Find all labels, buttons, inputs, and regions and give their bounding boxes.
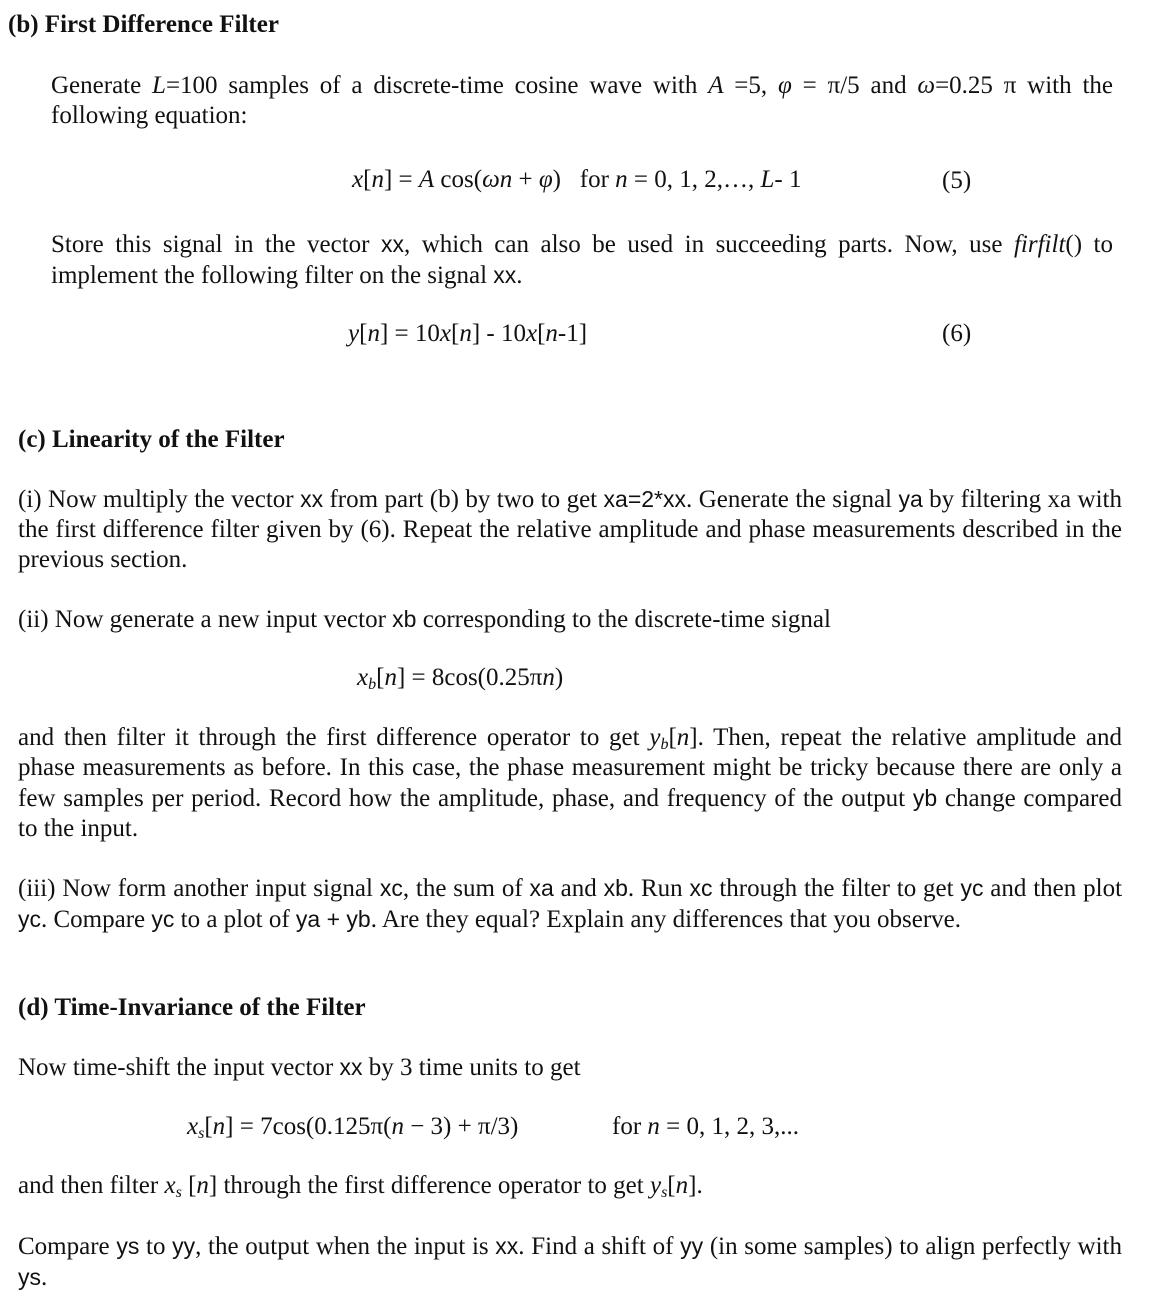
equation-xs: $x_s[n] = 7\cos(0.125\pi(n - 3) + \pi/3)$ bbox=[187, 1113, 519, 1142]
equation-xs-range: for n = 0, 1, 2, 3,... bbox=[612, 1113, 800, 1140]
section-b-intro-paragraph: Generate L=100 samples of a discrete-time cosine wave with A =5, φ = π/5 and ω=0.25 π with the following equation: bbox=[51, 72, 1114, 129]
equation-5-number: (5) bbox=[942, 167, 972, 194]
section-c-heading: (c) Linearity of the Filter bbox=[18, 426, 285, 453]
section-d-filter-sentence: and then filter $x_s$ [n] through the first difference operator to get $y_s[n]$. bbox=[18, 1172, 703, 1201]
equation-6-number: (6) bbox=[942, 320, 972, 347]
equation-5: x[n] = A cos(ωn + φ) for n = 0, 1, 2,…, L- 1 bbox=[352, 166, 802, 193]
section-d-intro: Now time-shift the input vector xx by 3 time units to get bbox=[18, 1054, 581, 1081]
section-b-store-paragraph: Store this signal in the vector xx, which can also be used in succeeding parts. Now, use firfilt() to implement the following filter on the signal xx. bbox=[51, 231, 1113, 289]
section-c-part-iii: (iii) Now form another input signal xc, the sum of xa and xb. Run xc through the filter to get yc and then plot yc. Compare yc to a plot of ya + yb. Are they equal? Explain any differences that you observe. bbox=[18, 875, 1123, 933]
equation-6: y[n] = 10x[n] - 10x[n-1] bbox=[348, 320, 588, 347]
section-b-heading: (b) First Difference Filter bbox=[8, 11, 279, 38]
equation-xb: $x_b[n] = 8\cos(0.25\pi n)$ bbox=[357, 664, 564, 693]
section-d-heading: (d) Time-Invariance of the Filter bbox=[18, 994, 366, 1021]
section-d-compare-paragraph: Compare ys to yy, the output when the input is xx. Find a shift of yy (in some samples) to align perfectly with ys. bbox=[18, 1233, 1123, 1291]
section-c-part-ii: (ii) Now generate a new input vector xb corresponding to the discrete-time signal bbox=[18, 606, 831, 633]
section-c-part-i: (i) Now multiply the vector xx from part (b) by two to get xa=2*xx. Generate the signal ya by filtering xa with the first difference filter given by (6). Repeat the relative amplitude and phase measurements described in the previous section. bbox=[18, 486, 1122, 573]
section-c-part-ii-followup: and then filter it through the first difference operator to get $y_b[n]$. Then, repeat the relative amplitude and phase measurements as before. In this case, the phase measurement might be tricky because there are only a few samples per period. Record how the amplitude, phase, and frequency of the output yb change compared to the input. bbox=[18, 724, 1122, 842]
